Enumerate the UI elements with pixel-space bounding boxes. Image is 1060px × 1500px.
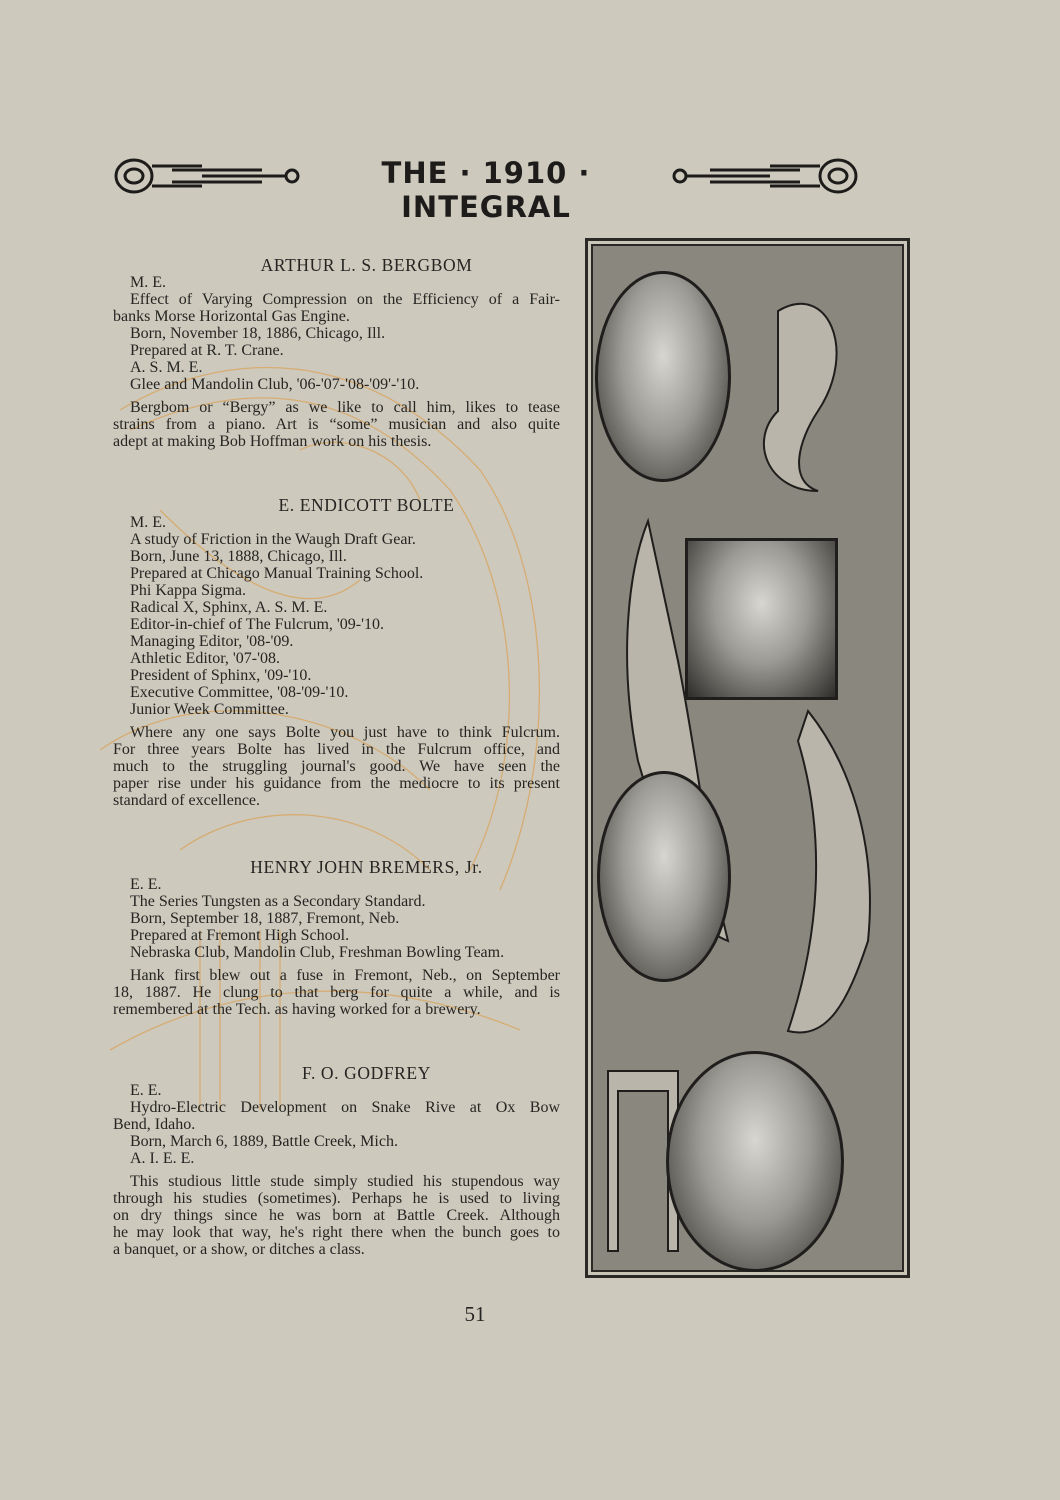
right-ornament-icon bbox=[670, 154, 860, 198]
bio-line: he may look that way, he's right there when the bunch goes to bbox=[113, 1224, 560, 1241]
degree: M. E. bbox=[130, 274, 166, 291]
detail-line: President of Sphinx, '09-'10. bbox=[130, 667, 312, 684]
detail-line: Prepared at R. T. Crane. bbox=[130, 342, 284, 359]
bio-line: adept at making Bob Hoffman work on his thesis. bbox=[113, 433, 432, 450]
portrait-bolte bbox=[685, 538, 838, 700]
bio-line: much to the struggling journal's good. We have seen the bbox=[113, 758, 560, 775]
bio-line: through his studies (sometimes). Perhaps he is used to living bbox=[113, 1190, 560, 1207]
thesis-title: banks Morse Horizontal Gas Engine. bbox=[113, 308, 350, 325]
detail-line: Born, March 6, 1889, Battle Creek, Mich. bbox=[130, 1133, 398, 1150]
detail-line: Prepared at Fremont High School. bbox=[130, 927, 350, 944]
student-name: ARTHUR L. S. BERGBOM bbox=[260, 255, 473, 275]
detail-line: Managing Editor, '08-'09. bbox=[130, 633, 294, 650]
detail-line: Born, November 18, 1886, Chicago, Ill. bbox=[130, 325, 386, 342]
portrait-godfrey bbox=[666, 1051, 844, 1272]
degree: M. E. bbox=[130, 514, 166, 531]
bio-line: Where any one says Bolte you just have to think Fulcrum. bbox=[130, 724, 560, 741]
student-name: F. O. GODFREY bbox=[302, 1063, 431, 1083]
bio-line: standard of excellence. bbox=[113, 792, 261, 809]
entry-godfrey bbox=[113, 1064, 560, 1258]
detail-line: A. S. M. E. bbox=[130, 359, 203, 376]
detail-line: Prepared at Chicago Manual Training School. bbox=[130, 565, 424, 582]
thesis-title: The Series Tungsten as a Secondary Standard. bbox=[130, 893, 426, 910]
bio-line: For three years Bolte has lived in the Fulcrum office, and bbox=[113, 741, 560, 758]
portrait-bergbom bbox=[595, 271, 731, 482]
degree: E. E. bbox=[130, 876, 162, 893]
page-number: 51 bbox=[464, 1302, 486, 1326]
portrait-panel bbox=[585, 238, 910, 1278]
entry-bremers bbox=[113, 858, 560, 1018]
detail-line: Junior Week Committee. bbox=[130, 701, 289, 718]
portrait-bremers bbox=[597, 771, 731, 982]
detail-line: Nebraska Club, Mandolin Club, Freshman Bowling Team. bbox=[130, 944, 505, 961]
entry-bergbom bbox=[113, 256, 560, 450]
bio-line: This studious little stude simply studied his stupendous way bbox=[130, 1173, 560, 1190]
thesis-title: Bend, Idaho. bbox=[113, 1116, 196, 1133]
bio-line: a banquet, or a show, or ditches a class. bbox=[113, 1241, 365, 1258]
page-title: THE · 1910 · INTEGRAL bbox=[381, 156, 591, 224]
bio-line: Hank first blew out a fuse in Fremont, Neb., on September bbox=[130, 967, 560, 984]
thesis-title: Hydro-Electric Development on Snake Rive at Ox Bow bbox=[130, 1099, 560, 1116]
thesis-title: Effect of Varying Compression on the Efficiency of a Fair- bbox=[130, 291, 560, 308]
detail-line: Athletic Editor, '07-'08. bbox=[130, 650, 280, 667]
bio-line: 18, 1887. He clung to that berg for quite a while, and is bbox=[113, 984, 560, 1001]
detail-line: A. I. E. E. bbox=[130, 1150, 195, 1167]
entry-bolte bbox=[113, 496, 560, 809]
thesis-title: A study of Friction in the Waugh Draft Gear. bbox=[130, 531, 416, 548]
student-name: E. ENDICOTT BOLTE bbox=[278, 495, 455, 515]
bio-line: remembered at the Tech. as having worked for a brewery. bbox=[113, 1001, 481, 1018]
degree: E. E. bbox=[130, 1082, 162, 1099]
page-header bbox=[112, 150, 860, 224]
detail-line: Executive Committee, '08-'09-'10. bbox=[130, 684, 349, 701]
detail-line: Glee and Mandolin Club, '06-'07-'08-'09'-'10. bbox=[130, 376, 420, 393]
detail-line: Editor-in-chief of The Fulcrum, '09-'10. bbox=[130, 616, 384, 633]
student-name: HENRY JOHN BREMERS, Jr. bbox=[250, 857, 483, 877]
detail-line: Radical X, Sphinx, A. S. M. E. bbox=[130, 599, 328, 616]
detail-line: Born, June 13, 1888, Chicago, Ill. bbox=[130, 548, 347, 565]
detail-line: Phi Kappa Sigma. bbox=[130, 582, 246, 599]
bio-line: Bergbom or “Bergy” as we like to call him, likes to tease bbox=[130, 399, 560, 416]
bio-line: paper rise under his guidance from the mediocre to its present bbox=[113, 775, 560, 792]
left-ornament-icon bbox=[112, 154, 302, 198]
bio-line: strains from a piano. Art is “some” musician and also quite bbox=[113, 416, 560, 433]
detail-line: Born, September 18, 1887, Fremont, Neb. bbox=[130, 910, 400, 927]
bio-line: on dry things since he was born at Battle Creek. Although bbox=[113, 1207, 560, 1224]
